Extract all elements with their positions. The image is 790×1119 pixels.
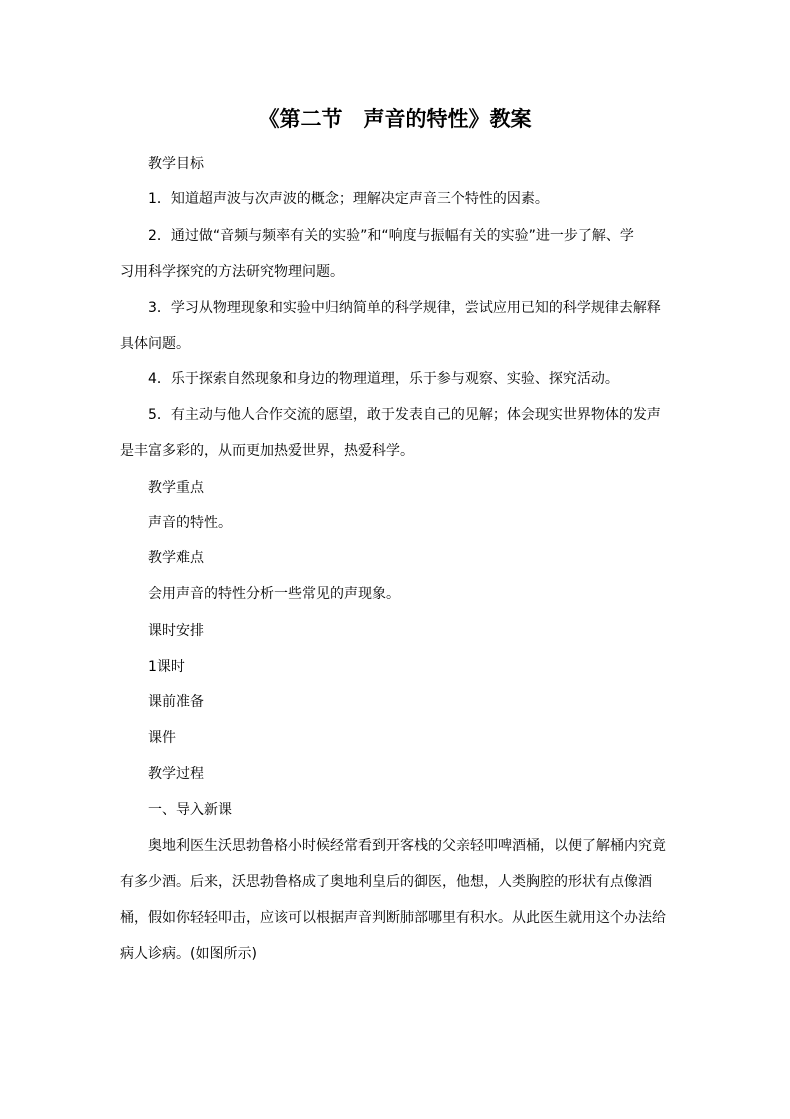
section-heading-key-points: 教学重点 [148, 480, 204, 496]
paragraph-line: 1．知道超声波与次声波的概念；理解决定声音三个特性的因素。 [148, 191, 549, 207]
section-heading-difficulties: 教学难点 [148, 550, 204, 566]
paragraph-line: 课件 [148, 730, 176, 746]
document-title: 《第二节 声音的特性》教案 [258, 106, 532, 131]
paragraph-line: 2．通过做“音频与频率有关的实验”和“响度与振幅有关的实验”进一步了解、学 [148, 228, 634, 244]
paragraph-line: 会用声音的特性分析一些常见的声现象。 [148, 586, 400, 602]
paragraph-line: 病人诊病。(如图所示) [120, 946, 257, 962]
paragraph-line: 4．乐于探索自然现象和身边的物理道理，乐于参与观察、实验、探究活动。 [148, 371, 619, 387]
paragraph-line: 3．学习从物理现象和实验中归纳简单的科学规律，尝试应用已知的科学规律去解释 [148, 300, 661, 316]
paragraph-line: 5．有主动与他人合作交流的愿望，敢于发表自己的见解；体会现实世界物体的发声 [148, 407, 661, 423]
section-heading-preparation: 课前准备 [148, 694, 204, 710]
paragraph-line: 有多少酒。后来，沃思勃鲁格成了奥地利皇后的御医，他想，人类胸腔的形状有点像酒 [120, 874, 652, 890]
subsection-heading: 一、导入新课 [148, 802, 232, 818]
paragraph-line: 是丰富多彩的，从而更加热爱世界，热爱科学。 [120, 443, 414, 459]
section-heading-process: 教学过程 [148, 766, 204, 782]
section-heading-objectives: 教学目标 [148, 156, 204, 172]
paragraph-line: 1课时 [148, 659, 185, 675]
paragraph-line: 具体问题。 [120, 336, 190, 352]
section-heading-schedule: 课时安排 [148, 623, 204, 639]
paragraph-line: 声音的特性。 [148, 515, 232, 531]
paragraph-line: 桶，假如你轻轻叩击，应该可以根据声音判断肺部哪里有积水。从此医生就用这个办法给 [120, 910, 666, 926]
paragraph-line: 奥地利医生沃思勃鲁格小时候经常看到开客栈的父亲轻叩啤酒桶，以便了解桶内究竟 [148, 838, 666, 854]
paragraph-line: 习用科学探究的方法研究物理问题。 [120, 264, 344, 280]
